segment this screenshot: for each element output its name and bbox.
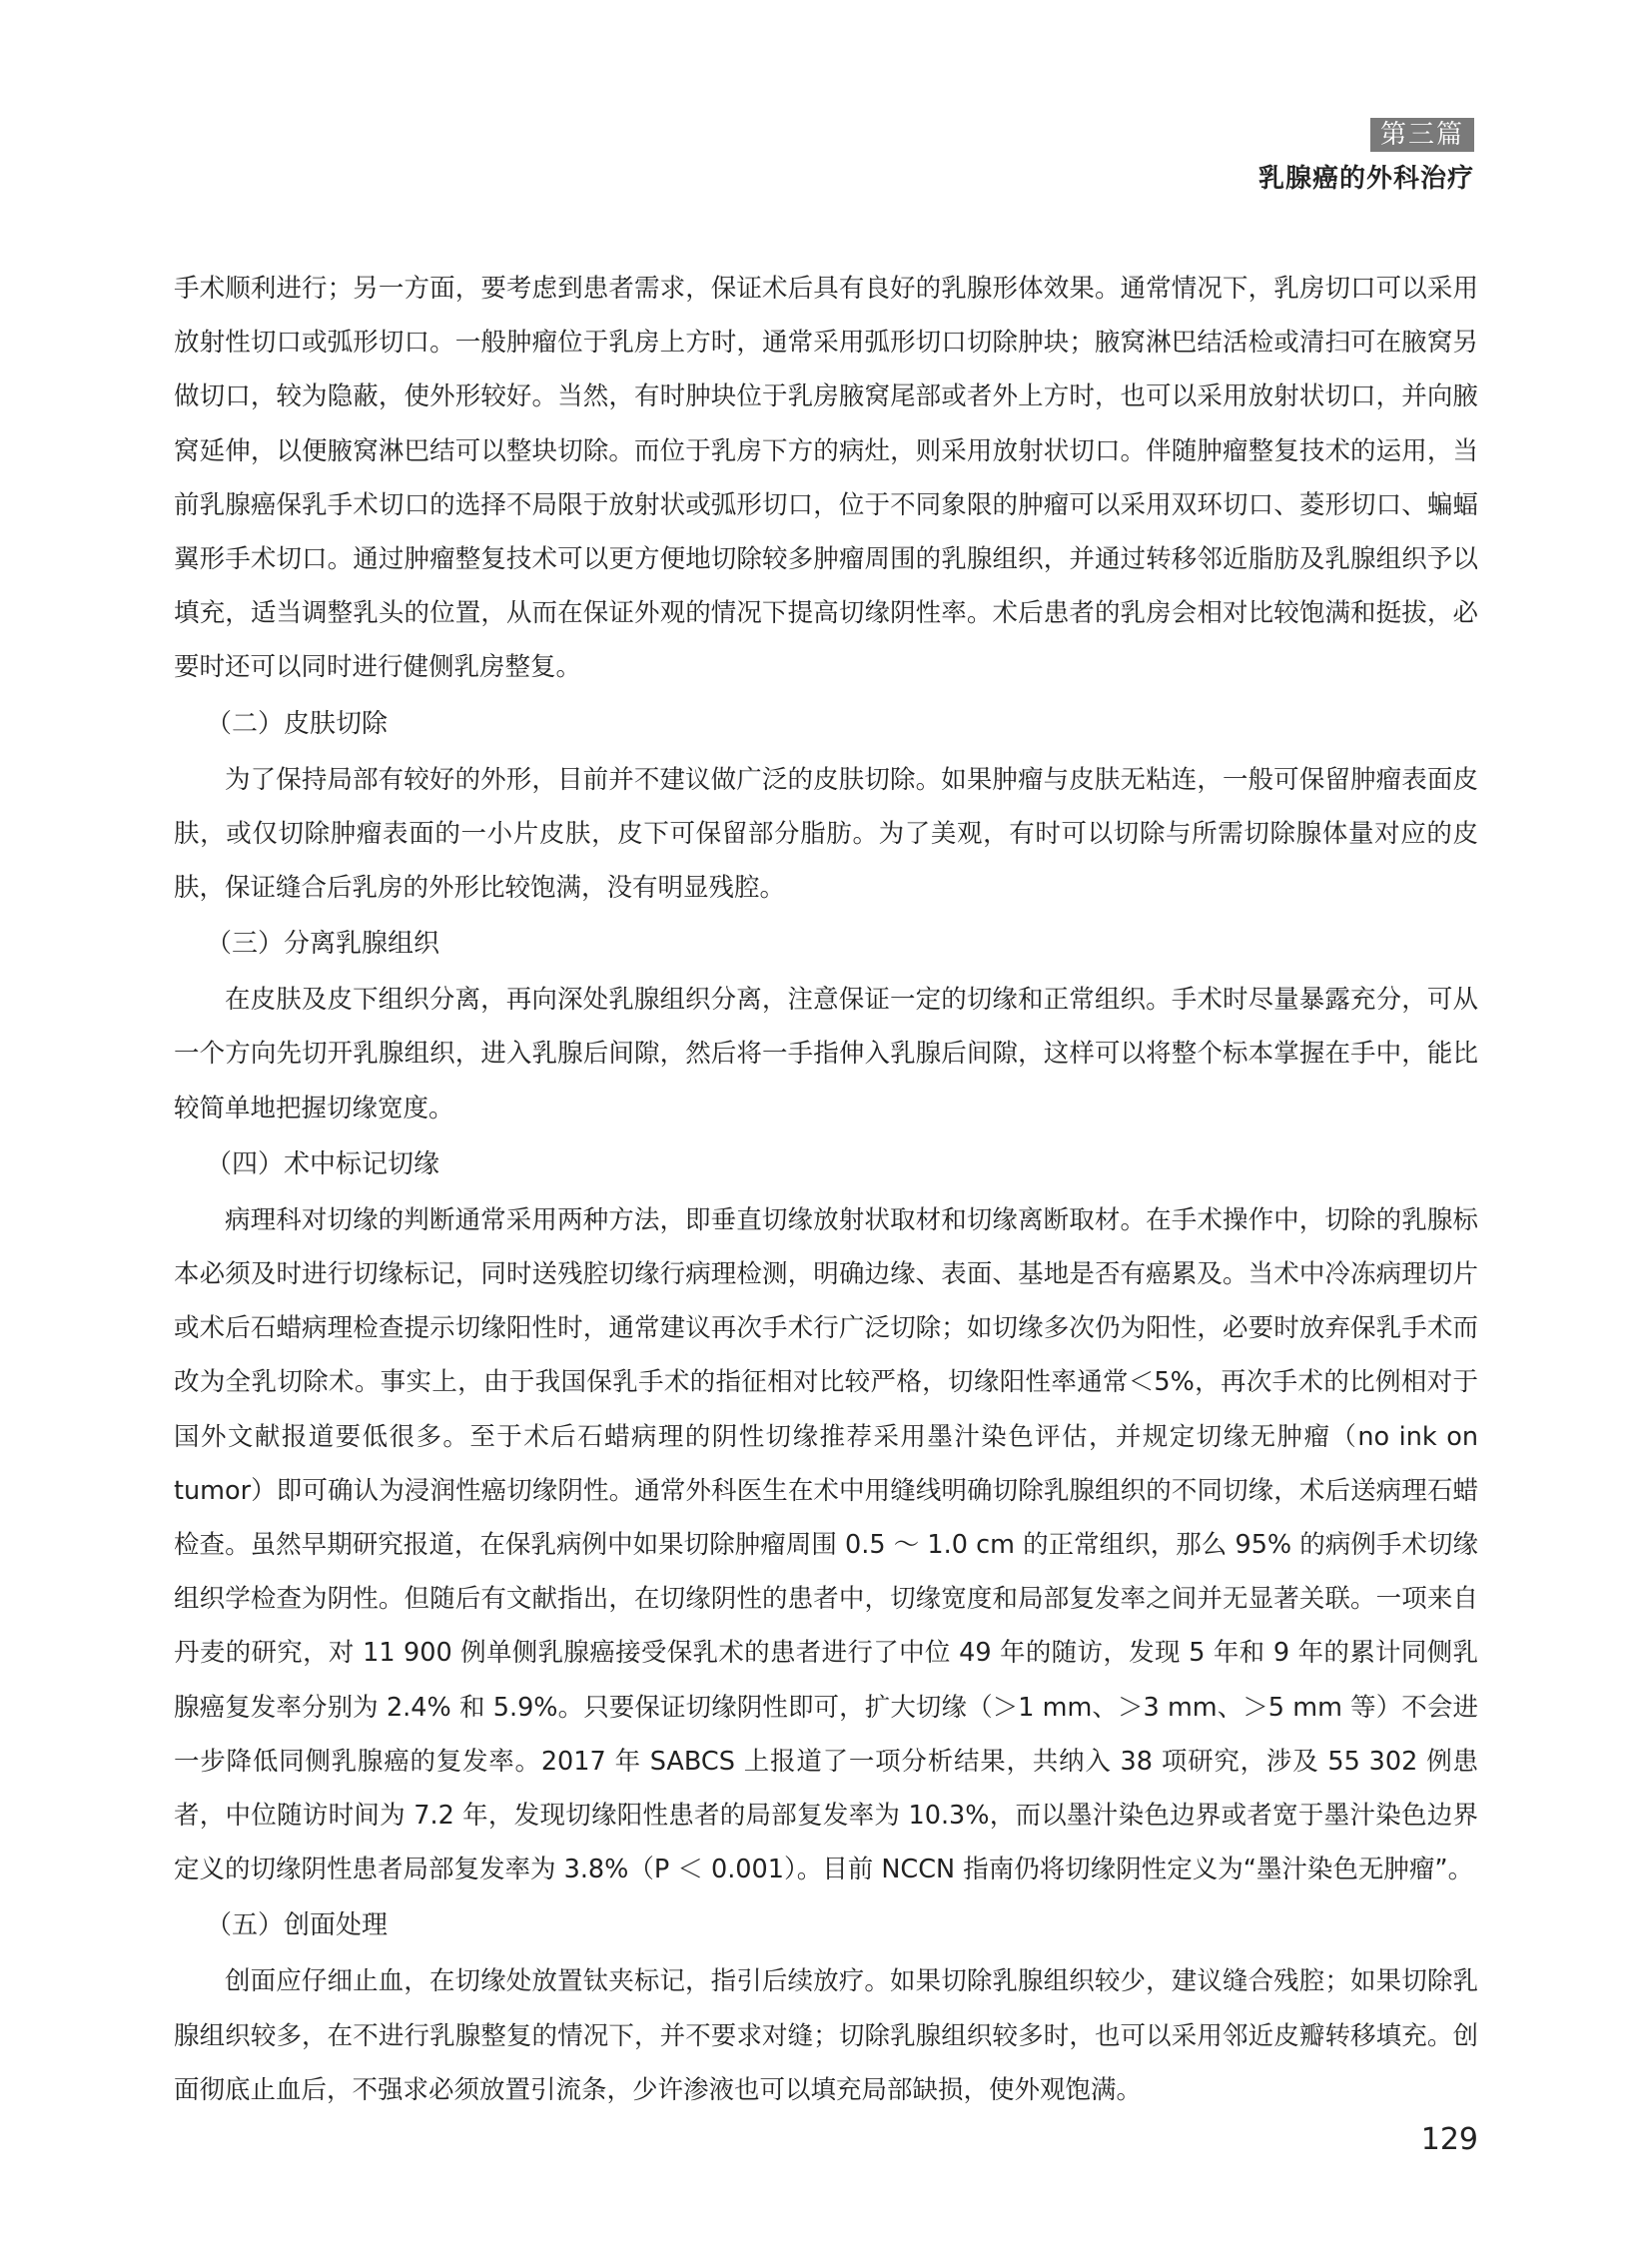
- part-label: 第三篇: [1370, 118, 1474, 152]
- body-text: [174, 262, 1478, 2117]
- paragraph: 创面应仔细止血，在切缘处放置钛夹标记，指引后续放疗。如果切除乳腺组织较少，建议缝合残腔；如果切除乳腺组织较多，在不进行乳腺整复的情况下，并不要求对缝；切除乳腺组织较多时，也可以采用邻近皮瓣转移填充。创面彻底止血后，不强求必须放置引流条，少许渗液也可以填充局部缺损，使外观饱满。: [174, 1966, 1478, 2105]
- section-heading: （三）分离乳腺组织: [206, 929, 440, 960]
- chapter-title: 乳腺癌的外科治疗: [1257, 164, 1474, 194]
- section-heading: （四）术中标记切缘: [206, 1148, 440, 1179]
- section-heading: （五）创面处理: [206, 1910, 389, 1941]
- paragraph: 为了保持局部有较好的外形，目前并不建议做广泛的皮肤切除。如果肿瘤与皮肤无粘连，一般可保留肿瘤表面皮肤，或仅切除肿瘤表面的一小片皮肤，皮下可保留部分脂肪。为了美观，有时可以切除与所需切除腺体量对应的皮肤，保证缝合后乳房的外形比较饱满，没有明显残腔。: [174, 764, 1478, 904]
- paragraph: 手术顺利进行；另一方面，要考虑到患者需求，保证术后具有良好的乳腺形体效果。通常情况下，乳房切口可以采用放射性切口或弧形切口。一般肿瘤位于乳房上方时，通常采用弧形切口切除肿块；腋窝淋巴结活检或清扫可在腋窝另做切口，较为隐蔽，使外形较好。当然，有时肿块位于乳房腋窝尾部或者外上方时，也可以采用放射状切口，并向腋窝延伸，以便腋窝淋巴结可以整块切除。而位于乳房下方的病灶，则采用放射状切口。伴随肿瘤整复技术的运用，当前乳腺癌保乳手术切口的选择不局限于放射状或弧形切口，位于不同象限的肿瘤可以采用双环切口、菱形切口、蝙蝠翼形手术切口。通过肿瘤整复技术可以更方便地切除较多肿瘤周围的乳腺组织，并通过转移邻近脂肪及乳腺组织予以填充，适当调整乳头的位置，从而在保证外观的情况下提高切缘阴性率。术后患者的乳房会相对比较饱满和挺拔，必要时还可以同时进行健侧乳房整复。: [174, 274, 1478, 683]
- running-header: [1258, 118, 1474, 195]
- page-number: 129: [1420, 2122, 1478, 2157]
- paragraph: 病理科对切缘的判断通常采用两种方法，即垂直切缘放射状取材和切缘离断取材。在手术操作中，切除的乳腺标本必须及时进行切缘标记，同时送残腔切缘行病理检测，明确边缘、表面、基地是否有癌累及。当术中冷冻病理切片或术后石蜡病理检查提示切缘阳性时，通常建议再次手术行广泛切除；如切缘多次仍为阳性，必要时放弃保乳手术而改为全乳切除术。事实上，由于我国保乳手术的指征相对比较严格，切缘阳性率通常＜5%，再次手术的比例相对于国外文献报道要低很多。至于术后石蜡病理的阴性切缘推荐采用墨汁染色评估，并规定切缘无肿瘤（no ink on tumor）即可确认为浸润性癌切缘阴性。通常外科医生在术中用缝线明确切除乳腺组织的不同切缘，术后送病理石蜡检查。虽然早期研究报道，在保乳病例中如果切除肿瘤周围 0.5 ～ 1.0 cm 的正常组织，那么 95% 的病例手术切缘组织学检查为阴性。但随后有文献指出，在切缘阴性的患者中，切缘宽度和局部复发率之间并无显著关联。一项来自丹麦的研究，对 11 900 例单侧乳腺癌接受保乳术的患者进行了中位 49 年的随访，发现 5 年和 9 年的累计同侧乳腺癌复发率分别为 2.4% 和 5.9%。只要保证切缘阴性即可，扩大切缘（＞1 mm、＞3 mm、＞5 mm 等）不会进一步降低同侧乳腺癌的复发率。2017 年 SABCS 上报道了一项分析结果，共纳入 38 项研究，涉及 55 302 例患者，中位随访时间为 7.2 年，发现切缘阳性患者的局部复发率为 10.3%，而以墨汁染色边界或者宽于墨汁染色边界定义的切缘阴性患者局部复发率为 3.8%（P ＜ 0.001）。目前 NCCN 指南仍将切缘阴性定义为“墨汁染色无肿瘤”。: [174, 1204, 1478, 1885]
- paragraph: 在皮肤及皮下组织分离，再向深处乳腺组织分离，注意保证一定的切缘和正常组织。手术时尽量暴露充分，可从一个方向先切开乳腺组织，进入乳腺后间隙，然后将一手指伸入乳腺后间隙，这样可以将整个标本掌握在手中，能比较简单地把握切缘宽度。: [174, 985, 1478, 1123]
- section-heading: （二）皮肤切除: [206, 708, 389, 739]
